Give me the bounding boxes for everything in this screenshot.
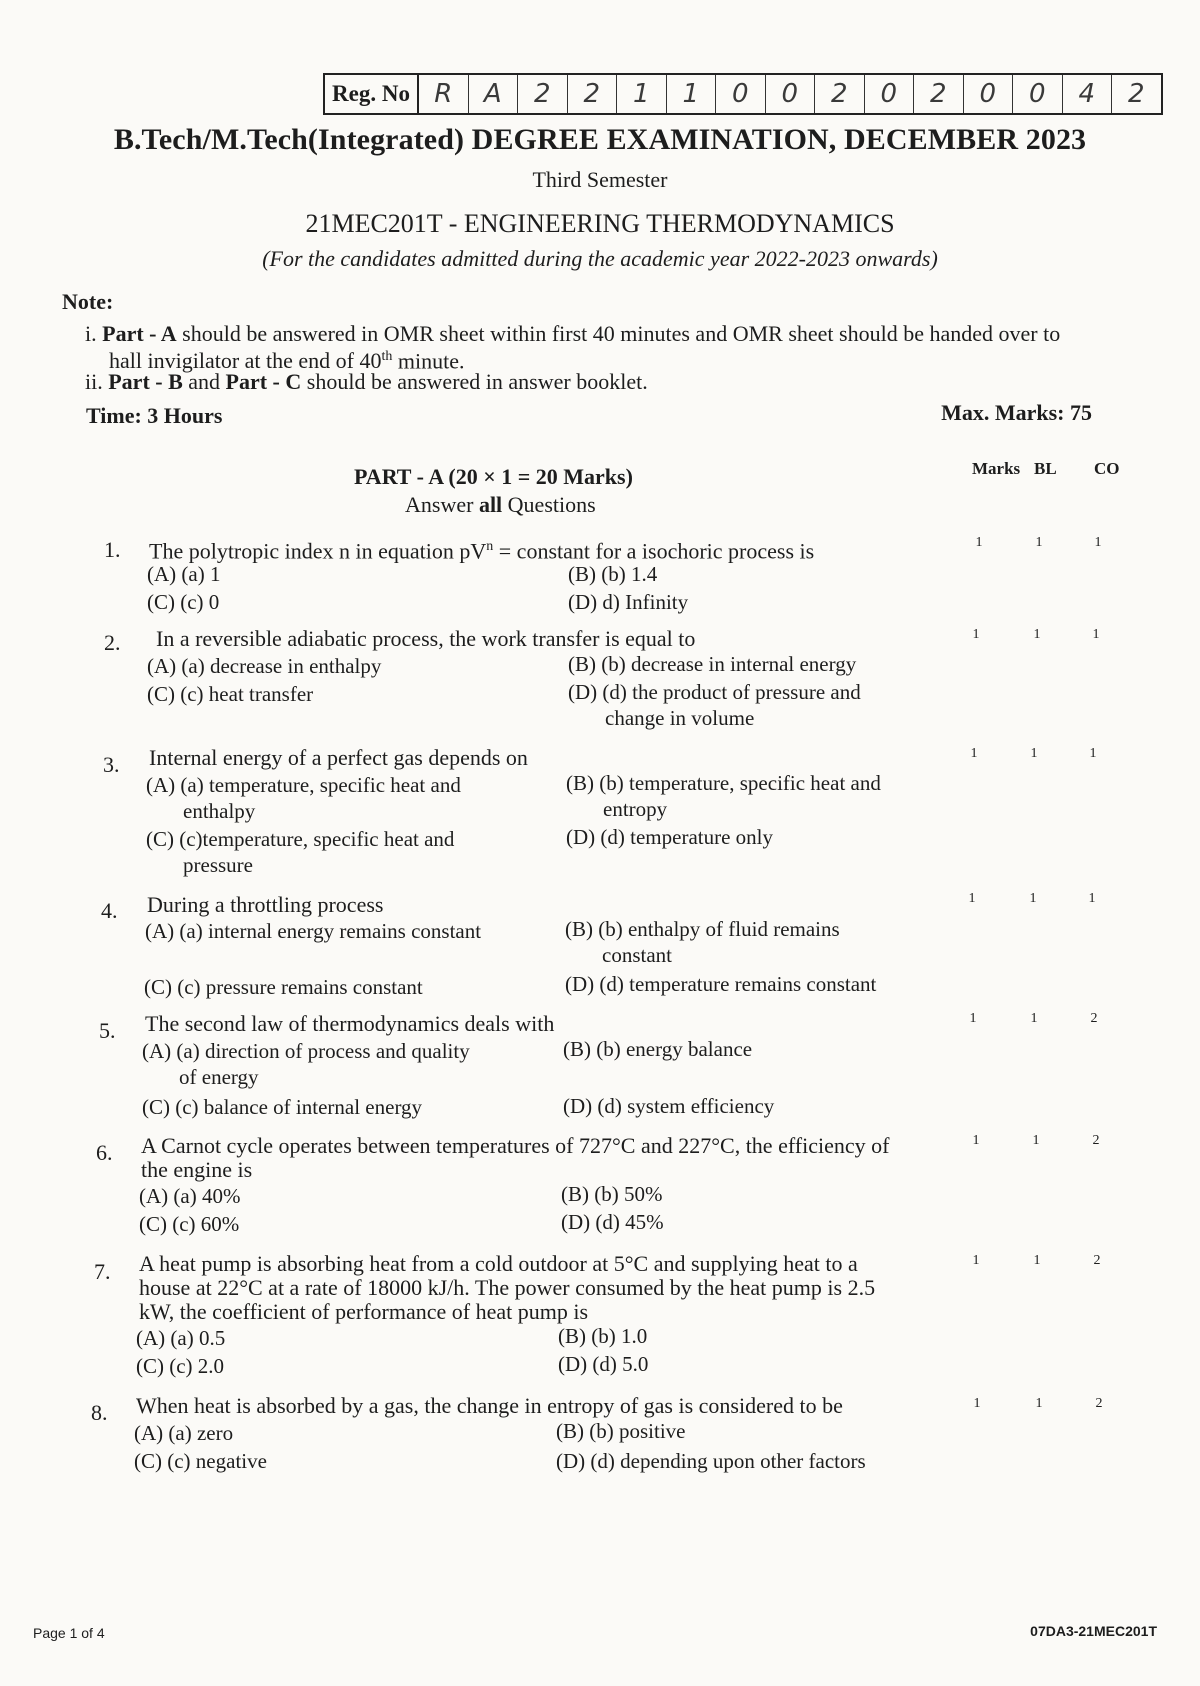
option-b: (B) (b) decrease in internal energy xyxy=(568,652,857,676)
option-c: (C) (c) heat transfer xyxy=(147,682,314,706)
question-marks: 1 xyxy=(969,1011,977,1026)
semester-label: Third Semester xyxy=(532,167,668,192)
question-marks: 1 xyxy=(968,891,976,906)
question-text: The second law of thermodynamics deals with xyxy=(145,1011,555,1036)
option-b xyxy=(565,916,840,968)
option-a: (A) (a) internal energy remains constant xyxy=(145,919,482,943)
reg-digit: 2 xyxy=(815,75,865,113)
part-a-title: PART - A (20 × 1 = 20 Marks) xyxy=(354,464,633,489)
question-text-post: = constant for a isochoric process is xyxy=(493,538,815,564)
question-number: 5. xyxy=(99,1018,116,1043)
question-co: 2 xyxy=(1092,1133,1100,1148)
note-item-1-text: should be answered in OMR sheet within first 40 minutes and OMR sheet should be handed over to xyxy=(182,321,1061,346)
option-c: (C) (c) 0 xyxy=(147,590,220,614)
question-marks: 1 xyxy=(972,1133,980,1148)
option-c: (C) (c) 2.0 xyxy=(136,1354,225,1378)
question-co: 2 xyxy=(1095,1396,1103,1411)
question-text: Internal energy of a perfect gas depends on xyxy=(149,745,528,770)
reg-digit: 2 xyxy=(518,75,568,113)
option-c-line1: (C) (c)temperature, specific heat and xyxy=(146,827,455,851)
question-co: 1 xyxy=(1092,627,1100,642)
question-text-pre: The polytropic index n in equation pV xyxy=(149,538,487,564)
part-a-instruction-post: Questions xyxy=(507,492,596,517)
part-a-instruction-bold: all xyxy=(478,492,503,517)
reg-digit: 0 xyxy=(716,75,766,113)
note-label: Note: xyxy=(62,289,114,314)
option-b-line1: (B) (b) enthalpy of fluid remains xyxy=(565,917,840,941)
option-d: (D) d) Infinity xyxy=(568,590,689,614)
question-text xyxy=(141,1134,889,1182)
option-d xyxy=(568,679,861,731)
question-co: 2 xyxy=(1093,1253,1101,1268)
reg-digit: 2 xyxy=(568,75,618,113)
option-b-line1: (B) (b) temperature, specific heat and xyxy=(566,771,881,795)
option-b-line2: constant xyxy=(602,943,672,967)
option-a xyxy=(142,1038,470,1090)
question-bl: 1 xyxy=(1029,891,1037,906)
question-text-superscript: n xyxy=(486,539,494,554)
question-bl: 1 xyxy=(1030,1011,1038,1026)
question-co: 2 xyxy=(1090,1011,1098,1026)
option-a-line1: (A) (a) temperature, specific heat and xyxy=(146,773,461,797)
option-d-line1: (D) (d) the product of pressure and xyxy=(568,680,861,704)
page-number: Page 1 of 4 xyxy=(33,1625,105,1641)
option-a: (A) (a) 0.5 xyxy=(136,1326,226,1350)
question-text-line2: the engine is xyxy=(141,1157,253,1182)
question-number: 4. xyxy=(101,898,118,923)
option-c-line2: pressure xyxy=(183,853,253,877)
registration-number-box xyxy=(323,73,1163,115)
option-a: (A) (a) 1 xyxy=(147,562,221,586)
reg-digit: 1 xyxy=(617,75,667,113)
question-marks: 1 xyxy=(973,1396,981,1411)
question-text-line2: house at 22°C at a rate of 18000 kJ/h. The power consumed by the heat pump is 2.5 xyxy=(139,1275,876,1300)
option-b: (B) (b) 50% xyxy=(561,1182,663,1206)
question-text xyxy=(149,535,814,563)
question-marks: 1 xyxy=(975,535,983,550)
option-d: (D) (d) temperature remains constant xyxy=(565,972,877,996)
note-item-1-superscript: th xyxy=(381,349,393,364)
question-marks: 1 xyxy=(972,627,980,642)
option-b: (B) (b) energy balance xyxy=(563,1037,753,1061)
note-item-2-text: should be answered in answer booklet. xyxy=(306,369,648,394)
reg-digit: 4 xyxy=(1063,75,1113,113)
question-text: When heat is absorbed by a gas, the change in entropy of gas is considered to be xyxy=(136,1393,843,1418)
option-b: (B) (b) 1.4 xyxy=(568,562,658,586)
part-a-instruction-pre: Answer xyxy=(405,492,474,517)
question-co: 1 xyxy=(1089,746,1097,761)
option-b xyxy=(566,770,881,822)
question-text-line1: A heat pump is absorbing heat from a cold outdoor at 5°C and supplying heat to a xyxy=(139,1251,858,1276)
option-d: (D) (d) temperature only xyxy=(566,825,773,849)
option-d: (D) (d) system efficiency xyxy=(563,1094,775,1118)
question-bl: 1 xyxy=(1030,746,1038,761)
reg-digit: 0 xyxy=(1013,75,1063,113)
note-part-b: Part - B xyxy=(108,369,183,394)
note-item-1 xyxy=(85,322,1135,372)
exam-title: B.Tech/M.Tech(Integrated) DEGREE EXAMINATION, DECEMBER 2023 xyxy=(113,123,1087,156)
option-d-line2: change in volume xyxy=(605,706,755,730)
question-number: 1. xyxy=(104,537,121,562)
column-header-marks: Marks xyxy=(972,459,1021,478)
question-co: 1 xyxy=(1094,535,1102,550)
note-and: and xyxy=(188,369,221,394)
question-text: During a throttling process xyxy=(147,892,384,917)
question-bl: 1 xyxy=(1035,1396,1043,1411)
reg-digit: R xyxy=(419,75,469,113)
question-bl: 1 xyxy=(1033,1253,1041,1268)
question-number: 8. xyxy=(91,1400,108,1425)
option-c: (C) (c) pressure remains constant xyxy=(144,975,423,999)
reg-digit: 0 xyxy=(766,75,816,113)
course-title: 21MEC201T - ENGINEERING THERMODYNAMICS xyxy=(305,209,895,238)
question-text-line1: A Carnot cycle operates between temperatures of 727°C and 227°C, the efficiency of xyxy=(141,1133,890,1158)
option-a-line2: enthalpy xyxy=(183,799,256,823)
option-c: (C) (c) negative xyxy=(134,1449,267,1473)
note-item-1-line2-end: minute. xyxy=(397,348,465,374)
option-a: (A) (a) zero xyxy=(134,1421,234,1445)
reg-digit: A xyxy=(469,75,519,113)
question-text xyxy=(139,1252,875,1324)
option-a-line2: of energy xyxy=(179,1065,259,1089)
note-part-c: Part - C xyxy=(225,369,302,394)
reg-digit: 1 xyxy=(667,75,717,113)
note-item-2 xyxy=(85,370,648,393)
question-bl: 1 xyxy=(1032,1133,1040,1148)
note-item-1-line2: hall invigilator at the end of 40 xyxy=(109,348,382,374)
reg-digit: 2 xyxy=(1127,79,1145,109)
option-a-line1: (A) (a) direction of process and quality xyxy=(142,1039,470,1063)
option-b: (B) (b) positive xyxy=(556,1419,686,1443)
option-c: (C) (c) 60% xyxy=(139,1212,240,1236)
option-b-line2: entropy xyxy=(603,797,668,821)
question-text: In a reversible adiabatic process, the work transfer is equal to xyxy=(156,626,696,651)
option-c: (C) (c) balance of internal energy xyxy=(142,1095,423,1119)
question-number: 7. xyxy=(94,1259,111,1284)
question-marks: 1 xyxy=(970,746,978,761)
option-d: (D) (d) 5.0 xyxy=(558,1352,649,1376)
option-c xyxy=(146,826,454,878)
note-item-1-number: i. xyxy=(85,321,97,346)
part-a-instruction xyxy=(405,492,596,518)
column-header-bl: BL xyxy=(1034,459,1057,478)
reg-digit: 0 xyxy=(964,75,1014,113)
question-number: 3. xyxy=(103,752,120,777)
question-co: 1 xyxy=(1088,891,1096,906)
option-d: (D) (d) 45% xyxy=(561,1210,664,1234)
question-number: 2. xyxy=(104,630,121,655)
note-part-a: Part - A xyxy=(102,321,177,346)
max-marks: Max. Marks: 75 xyxy=(941,400,1092,425)
question-bl: 1 xyxy=(1035,535,1043,550)
reg-no-label: Reg. No xyxy=(325,75,419,113)
question-number: 6. xyxy=(96,1140,113,1165)
paper-code: 07DA3-21MEC201T xyxy=(1030,1623,1157,1639)
option-d: (D) (d) depending upon other factors xyxy=(556,1449,866,1473)
exam-duration: Time: 3 Hours xyxy=(86,403,223,428)
reg-digit: 2 xyxy=(914,75,964,113)
reg-digit: 0 xyxy=(865,75,915,113)
option-b: (B) (b) 1.0 xyxy=(558,1324,648,1348)
option-a: (A) (a) decrease in enthalpy xyxy=(147,654,382,678)
question-text-line3: kW, the coefficient of performance of heat pump is xyxy=(139,1299,589,1324)
question-bl: 1 xyxy=(1033,627,1041,642)
option-a xyxy=(146,772,461,824)
option-a: (A) (a) 40% xyxy=(139,1184,241,1208)
note-item-2-number: ii. xyxy=(85,369,103,394)
question-marks: 1 xyxy=(972,1253,980,1268)
admission-note: (For the candidates admitted during the academic year 2022-2023 onwards) xyxy=(262,246,938,271)
column-header-co: CO xyxy=(1094,459,1120,478)
